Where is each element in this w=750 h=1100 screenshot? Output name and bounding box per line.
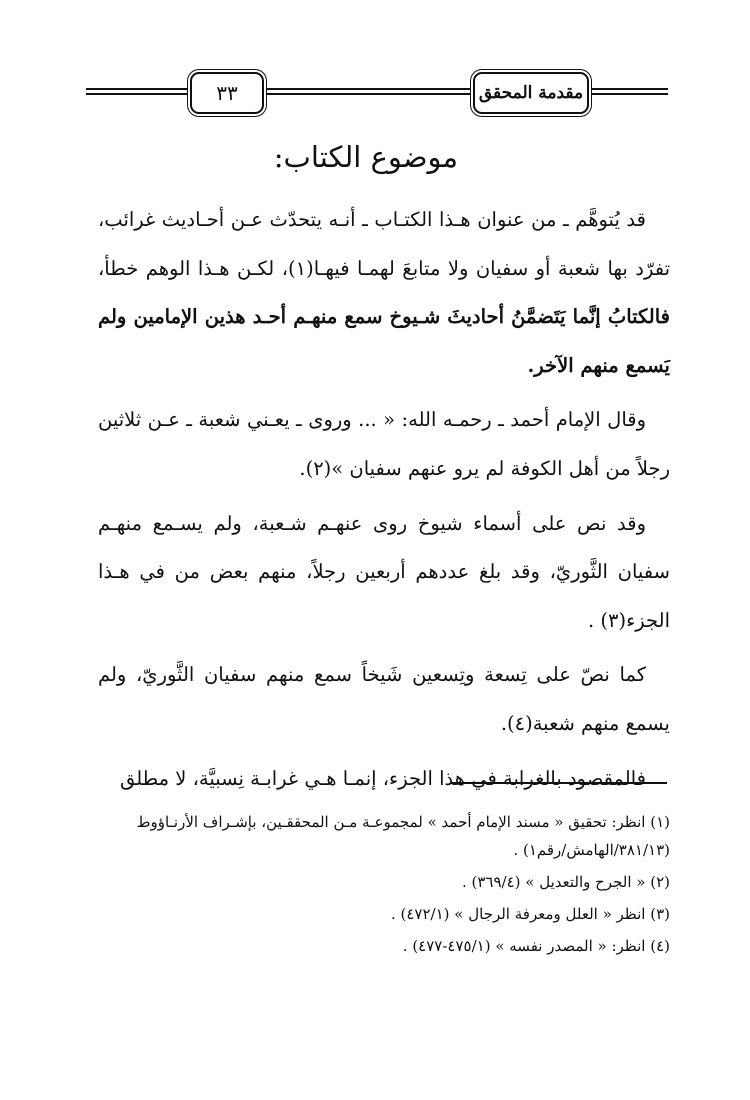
footnote-3: (٣) انظر « العلل ومعرفة الرجال » (٤٧٢/١) . [390, 905, 670, 923]
paragraph-5: فالمقصود بالغرابة في هذا الجزء، إنمـا هـي غرابـة نِسبيَّة، لا مطلق [119, 766, 646, 790]
section-title-box [473, 72, 589, 114]
body-text [98, 196, 670, 803]
section-title: مقدمة المحقق [478, 83, 584, 103]
section-heading: موضوع الكتاب: [273, 140, 458, 174]
paragraph-3: وقد نص على أسماء شيوخ روى عنهـم شـعبة، ولم يسـمع منهـم سفيان الثَّوريّ، وقد بلغ عددهم أربعين رجلاً، منهم بعض من في هـذا الجزء(٣) . [98, 511, 670, 632]
footnotes [98, 808, 670, 964]
page-number-box [190, 72, 264, 114]
footnote-separator [452, 782, 667, 784]
footnote-4: (٤) انظر: « المصدر نفسه » (٤٧٥/١-٤٧٧) . [402, 937, 670, 955]
footnote-1: (١) انظر: تحقيق « مسند الإمام أحمد » لمجموعـة مـن المحققـين، بإشـراف الأرنـاؤوط (٣٨١/١٣/الهامش/رقم١) . [136, 813, 670, 859]
paragraph-1 [98, 196, 670, 390]
paragraph-1-text: قد يُتوهَّم ـ من عنوان هـذا الكتـاب ـ أنـه يتحدّث عـن أحـاديث غرائب، تفرّد بها شعبة أو سفيان ولا متابعَ لهمـا فيهـا(١)، لكـن هـذا الوهم خطأ، [98, 208, 670, 280]
paragraph-1-bold-text: فالكتابُ إنَّما يَتَضمَّنُ أحاديثَ شـيوخ سمع منهـم أحـد هذين الإمامين ولم يَسمع منهم الآخر. [98, 305, 670, 377]
paragraph-2: وقال الإمام أحمد ـ رحمـه الله: « ... وروى ـ يعـني شعبة ـ عـن ثلاثين رجلاً من أهل الكوفة لم يرو عنهم سفيان »(٢). [98, 408, 670, 480]
footnote-2: (٢) « الجرح والتعديل » (٣٦٩/٤) . [461, 873, 670, 891]
page-number: ٣٣ [216, 81, 238, 105]
paragraph-4: كما نصّ على تِسعة وتِسعين شَيخاً سمع منهم سفيان الثَّوريّ، ولم يسمع منهم شعبة(٤). [98, 663, 670, 735]
